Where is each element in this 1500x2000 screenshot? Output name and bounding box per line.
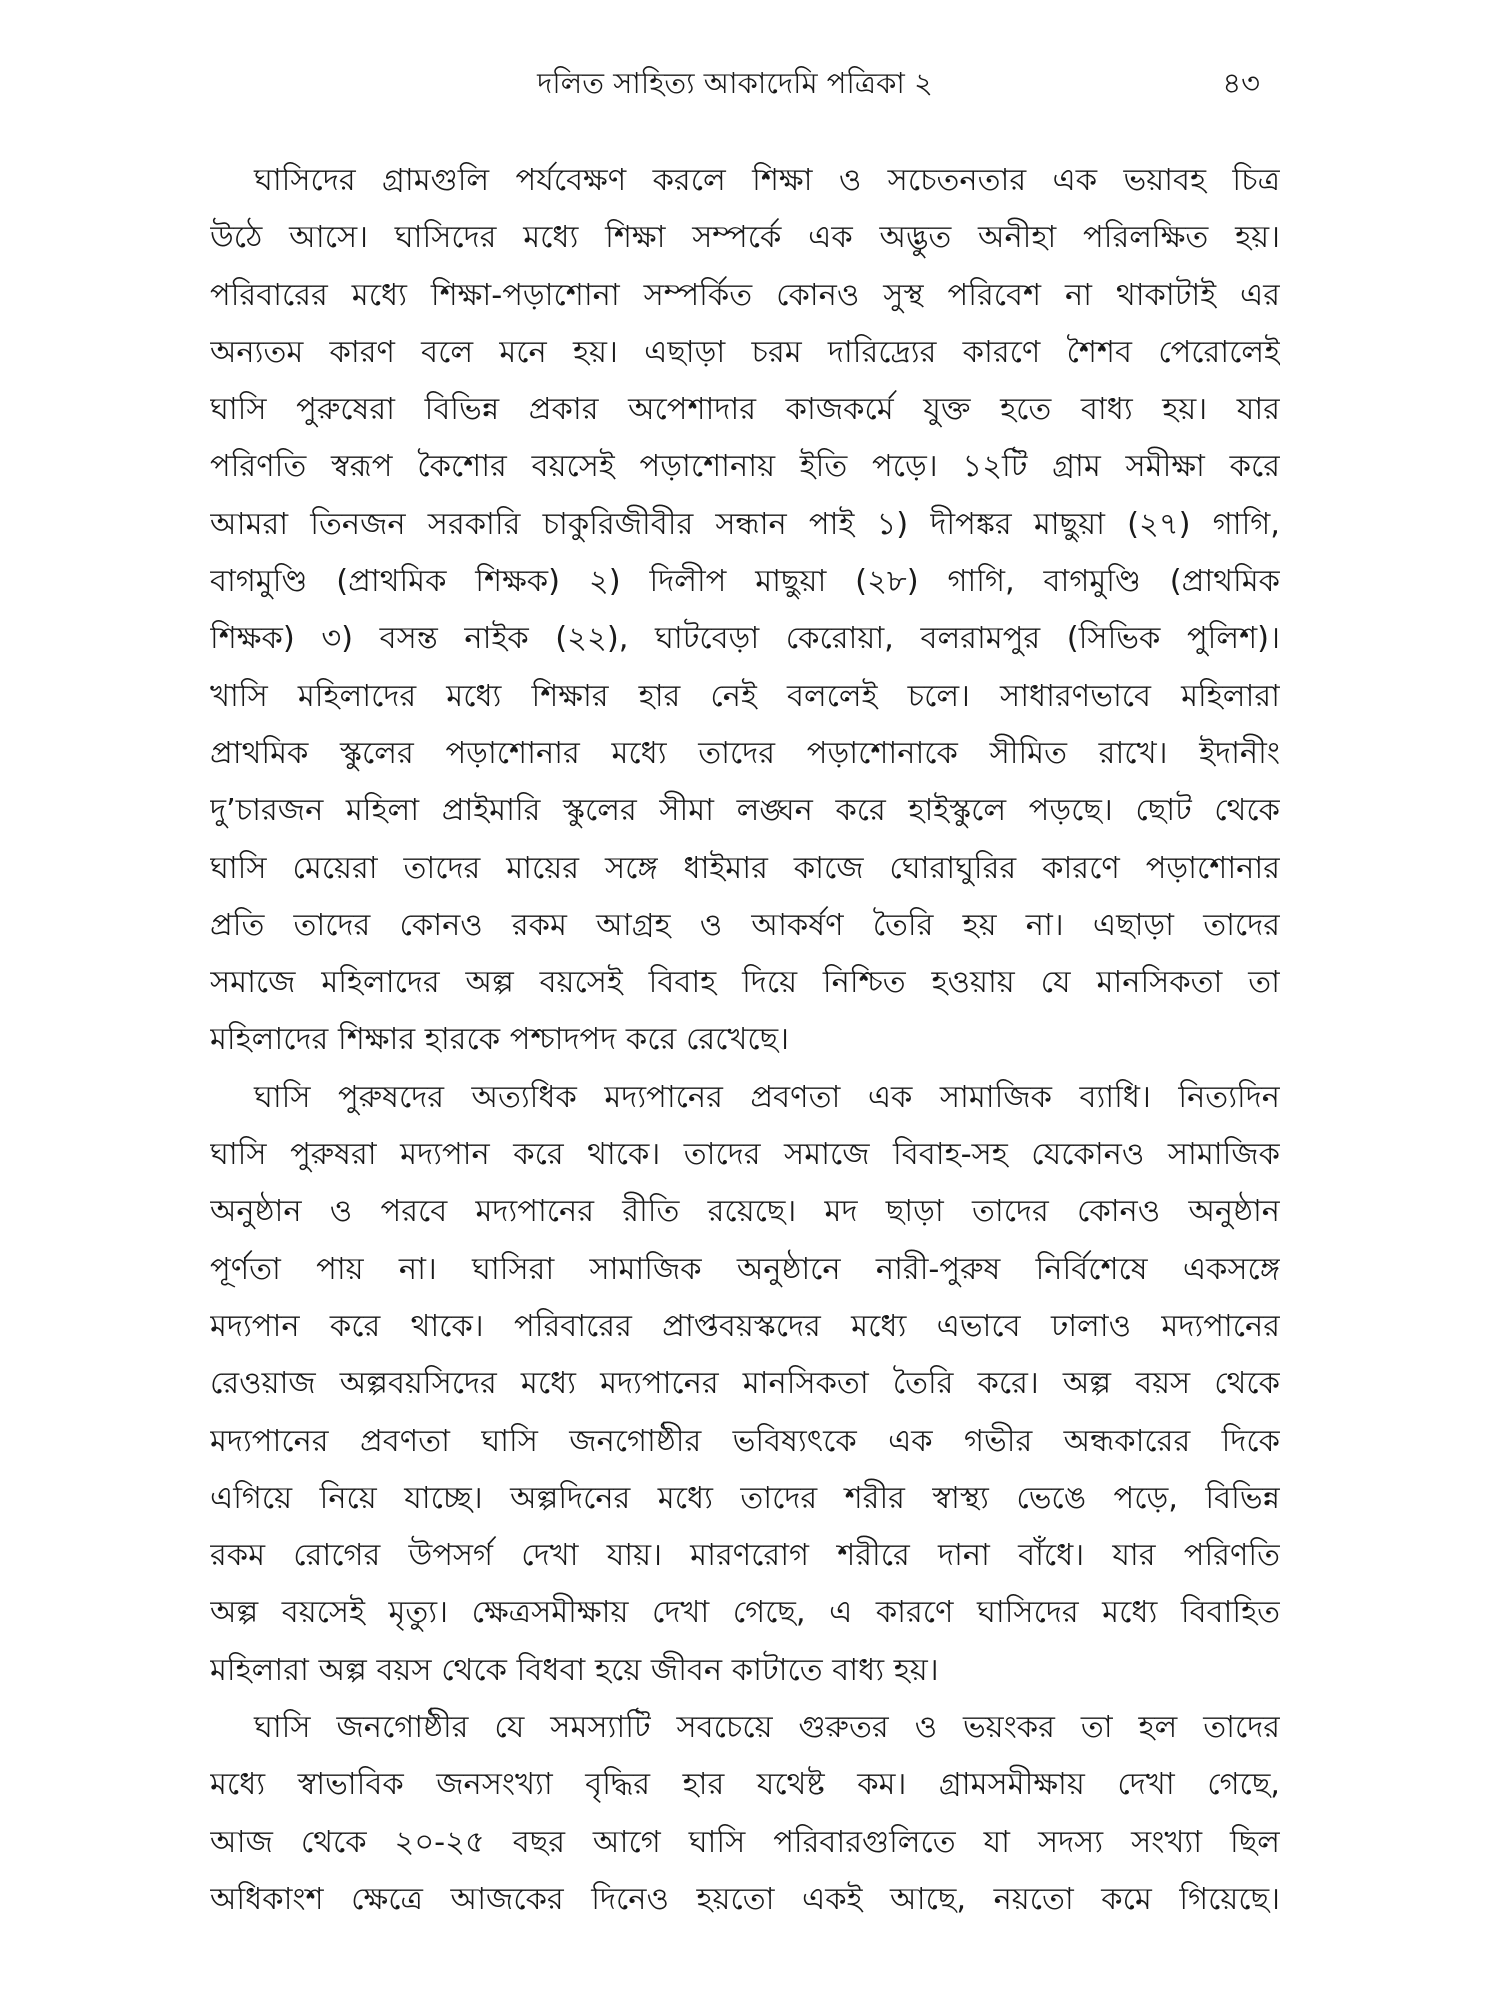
text-line: প্রতি তাদের কোনও রকম আগ্রহ ও আকর্ষণ তৈরি হয় না। এছাড়া তাদের	[210, 907, 1280, 943]
text-line: বাগমুণ্ডি (প্রাথমিক শিক্ষক) ২) দিলীপ মাছুয়া (২৮) গাগি, বাগমুণ্ডি (প্রাথমিক	[210, 564, 1280, 600]
text-line: আজ থেকে ২০-২৫ বছর আগে ঘাসি পরিবারগুলিতে যা সদস্য সংখ্যা ছিল	[210, 1824, 1280, 1860]
text-line: মদ্যপান করে থাকে। পরিবারের প্রাপ্তবয়স্কদের মধ্যে এভাবে ঢালাও মদ্যপানের	[210, 1308, 1280, 1344]
text-line: রকম রোগের উপসর্গ দেখা যায়। মারণরোগ শরীরে দানা বাঁধে। যার পরিণতি	[210, 1538, 1280, 1574]
text-line: খাসি মহিলাদের মধ্যে শিক্ষার হার নেই বললেই চলে। সাধারণভাবে মহিলারা	[210, 678, 1280, 714]
text-line: পরিবারের মধ্যে শিক্ষা-পড়াশোনা সম্পর্কিত কোনও সুস্থ পরিবেশ না থাকাটাই এর	[210, 277, 1280, 313]
text-line: মহিলারা অল্প বয়স থেকে বিধবা হয়ে জীবন কাটাতে বাধ্য হয়।	[210, 1652, 939, 1688]
text-line: উঠে আসে। ঘাসিদের মধ্যে শিক্ষা সম্পর্কে এক অদ্ভুত অনীহা পরিলক্ষিত হয়।	[210, 220, 1280, 256]
text-line: ঘাসি জনগোষ্ঠীর যে সমস্যাটি সবচেয়ে গুরুতর ও ভয়ংকর তা হল তাদের	[254, 1710, 1280, 1746]
text-line: মদ্যপানের প্রবণতা ঘাসি জনগোষ্ঠীর ভবিষ্যৎকে এক গভীর অন্ধকারের দিকে	[210, 1423, 1280, 1459]
text-line: দু’চারজন মহিলা প্রাইমারি স্কুলের সীমা লঙ্ঘন করে হাইস্কুলে পড়ছে। ছোট থেকে	[210, 793, 1280, 829]
journal-title: দলিত সাহিত্য আকাদেমি পত্রিকা ২	[537, 66, 933, 100]
body-text	[210, 152, 1280, 1928]
text-line: ঘাসিদের গ্রামগুলি পর্যবেক্ষণ করলে শিক্ষা ও সচেতনতার এক ভয়াবহ চিত্র	[254, 163, 1280, 198]
running-header	[210, 58, 1260, 108]
text-line: সমাজে মহিলাদের অল্প বয়সেই বিবাহ দিয়ে নিশ্চিত হওয়ায় যে মানসিকতা তা	[210, 965, 1280, 1001]
text-line: অন্যতম কারণ বলে মনে হয়। এছাড়া চরম দারিদ্র্যের কারণে শৈশব পেরোলেই	[210, 334, 1280, 370]
text-line: শিক্ষক) ৩) বসন্ত নাইক (২২), ঘাটবেড়া কেরোয়া, বলরামপুর (সিভিক পুলিশ)।	[210, 621, 1280, 657]
text-line: এগিয়ে নিয়ে যাচ্ছে। অল্পদিনের মধ্যে তাদের শরীর স্বাস্থ্য ভেঙে পড়ে, বিভিন্ন	[210, 1480, 1280, 1516]
text-line: পূর্ণতা পায় না। ঘাসিরা সামাজিক অনুষ্ঠানে নারী-পুরুষ নির্বিশেষে একসঙ্গে	[210, 1251, 1280, 1287]
text-line: অল্প বয়সেই মৃত্যু। ক্ষেত্রসমীক্ষায় দেখা গেছে, এ কারণে ঘাসিদের মধ্যে বিবাহিত	[210, 1595, 1280, 1631]
text-line: ঘাসি পুরুষরা মদ্যপান করে থাকে। তাদের সমাজে বিবাহ-সহ যেকোনও সামাজিক	[210, 1137, 1280, 1173]
page-number: ৪৩	[1222, 66, 1260, 100]
text-line: আমরা তিনজন সরকারি চাকুরিজীবীর সন্ধান পাই ১) দীপঙ্কর মাছুয়া (২৭) গাগি,	[210, 506, 1280, 542]
text-line: মধ্যে স্বাভাবিক জনসংখ্যা বৃদ্ধির হার যথেষ্ট কম। গ্রামসমীক্ষায় দেখা গেছে,	[210, 1767, 1280, 1803]
text-line: ঘাসি পুরুষদের অত্যধিক মদ্যপানের প্রবণতা এক সামাজিক ব্যাধি। নিত্যদিন	[254, 1079, 1280, 1115]
text-line: মহিলাদের শিক্ষার হারকে পশ্চাদপদ করে রেখেছে।	[210, 1022, 790, 1058]
text-line: অনুষ্ঠান ও পরবে মদ্যপানের রীতি রয়েছে। মদ ছাড়া তাদের কোনও অনুষ্ঠান	[210, 1194, 1280, 1230]
paragraph-population	[210, 1699, 1280, 1928]
text-line: ঘাসি পুরুষেরা বিভিন্ন প্রকার অপেশাদার কাজকর্মে যুক্ত হতে বাধ্য হয়। যার	[210, 392, 1280, 428]
paragraph-education	[210, 152, 1280, 1069]
paragraph-alcohol	[210, 1069, 1280, 1699]
text-line: রেওয়াজ অল্পবয়সিদের মধ্যে মদ্যপানের মানসিকতা তৈরি করে। অল্প বয়স থেকে	[210, 1366, 1280, 1402]
text-line: প্রাথমিক স্কুলের পড়াশোনার মধ্যে তাদের পড়াশোনাকে সীমিত রাখে। ইদানীং	[210, 735, 1280, 771]
text-line: ঘাসি মেয়েরা তাদের মায়ের সঙ্গে ধাইমার কাজে ঘোরাঘুরির কারণে পড়াশোনার	[210, 850, 1280, 886]
text-line: অধিকাংশ ক্ষেত্রে আজকের দিনেও হয়তো একই আছে, নয়তো কমে গিয়েছে।	[210, 1881, 1280, 1917]
text-line: পরিণতি স্বরূপ কৈশোর বয়সেই পড়াশোনায় ইতি পড়ে। ১২টি গ্রাম সমীক্ষা করে	[210, 449, 1280, 485]
